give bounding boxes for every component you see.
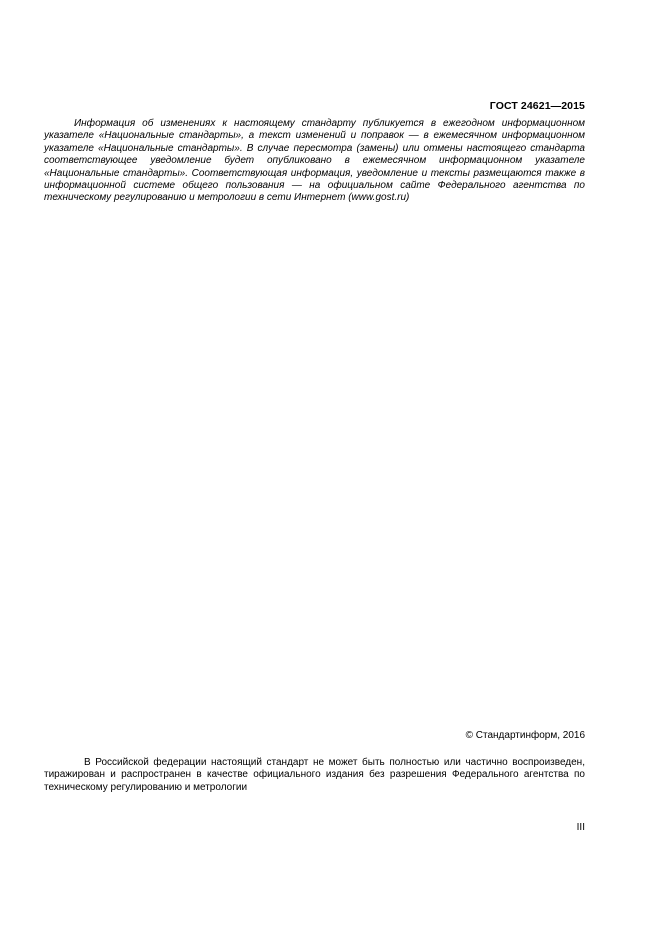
copyright-line: © Стандартинформ, 2016	[465, 730, 585, 741]
amendments-info-paragraph: Информация об изменениях к настоящему стандарту публикуется в ежегодном информационном указателе «Национальные стандарты», а текст изменений и поправок — в ежемесячном информационном указателе «Национальные стандарты». В случае пересмотра (замены) или отмены настоящего стандарта соответствующее уведомление будет опубликовано в ежемесячном информационном указателе «Национальные стандарты». Соответствующая информация, уведомление и тексты размещаются также в информационной системе общего пользования — на официальном сайте Федерального агентства по техническому регулированию и метрологии в сети Интернет (www.gost.ru)	[44, 118, 585, 204]
page-number: III	[576, 822, 585, 833]
standard-designation: ГОСТ 24621—2015	[489, 100, 585, 112]
reproduction-notice-paragraph: В Российской федерации настоящий стандарт не может быть полностью или частично воспроизведен, тиражирован и распространен в качестве официального издания без разрешения Федерального агентства по техническому регулированию и метрологии	[44, 757, 585, 793]
